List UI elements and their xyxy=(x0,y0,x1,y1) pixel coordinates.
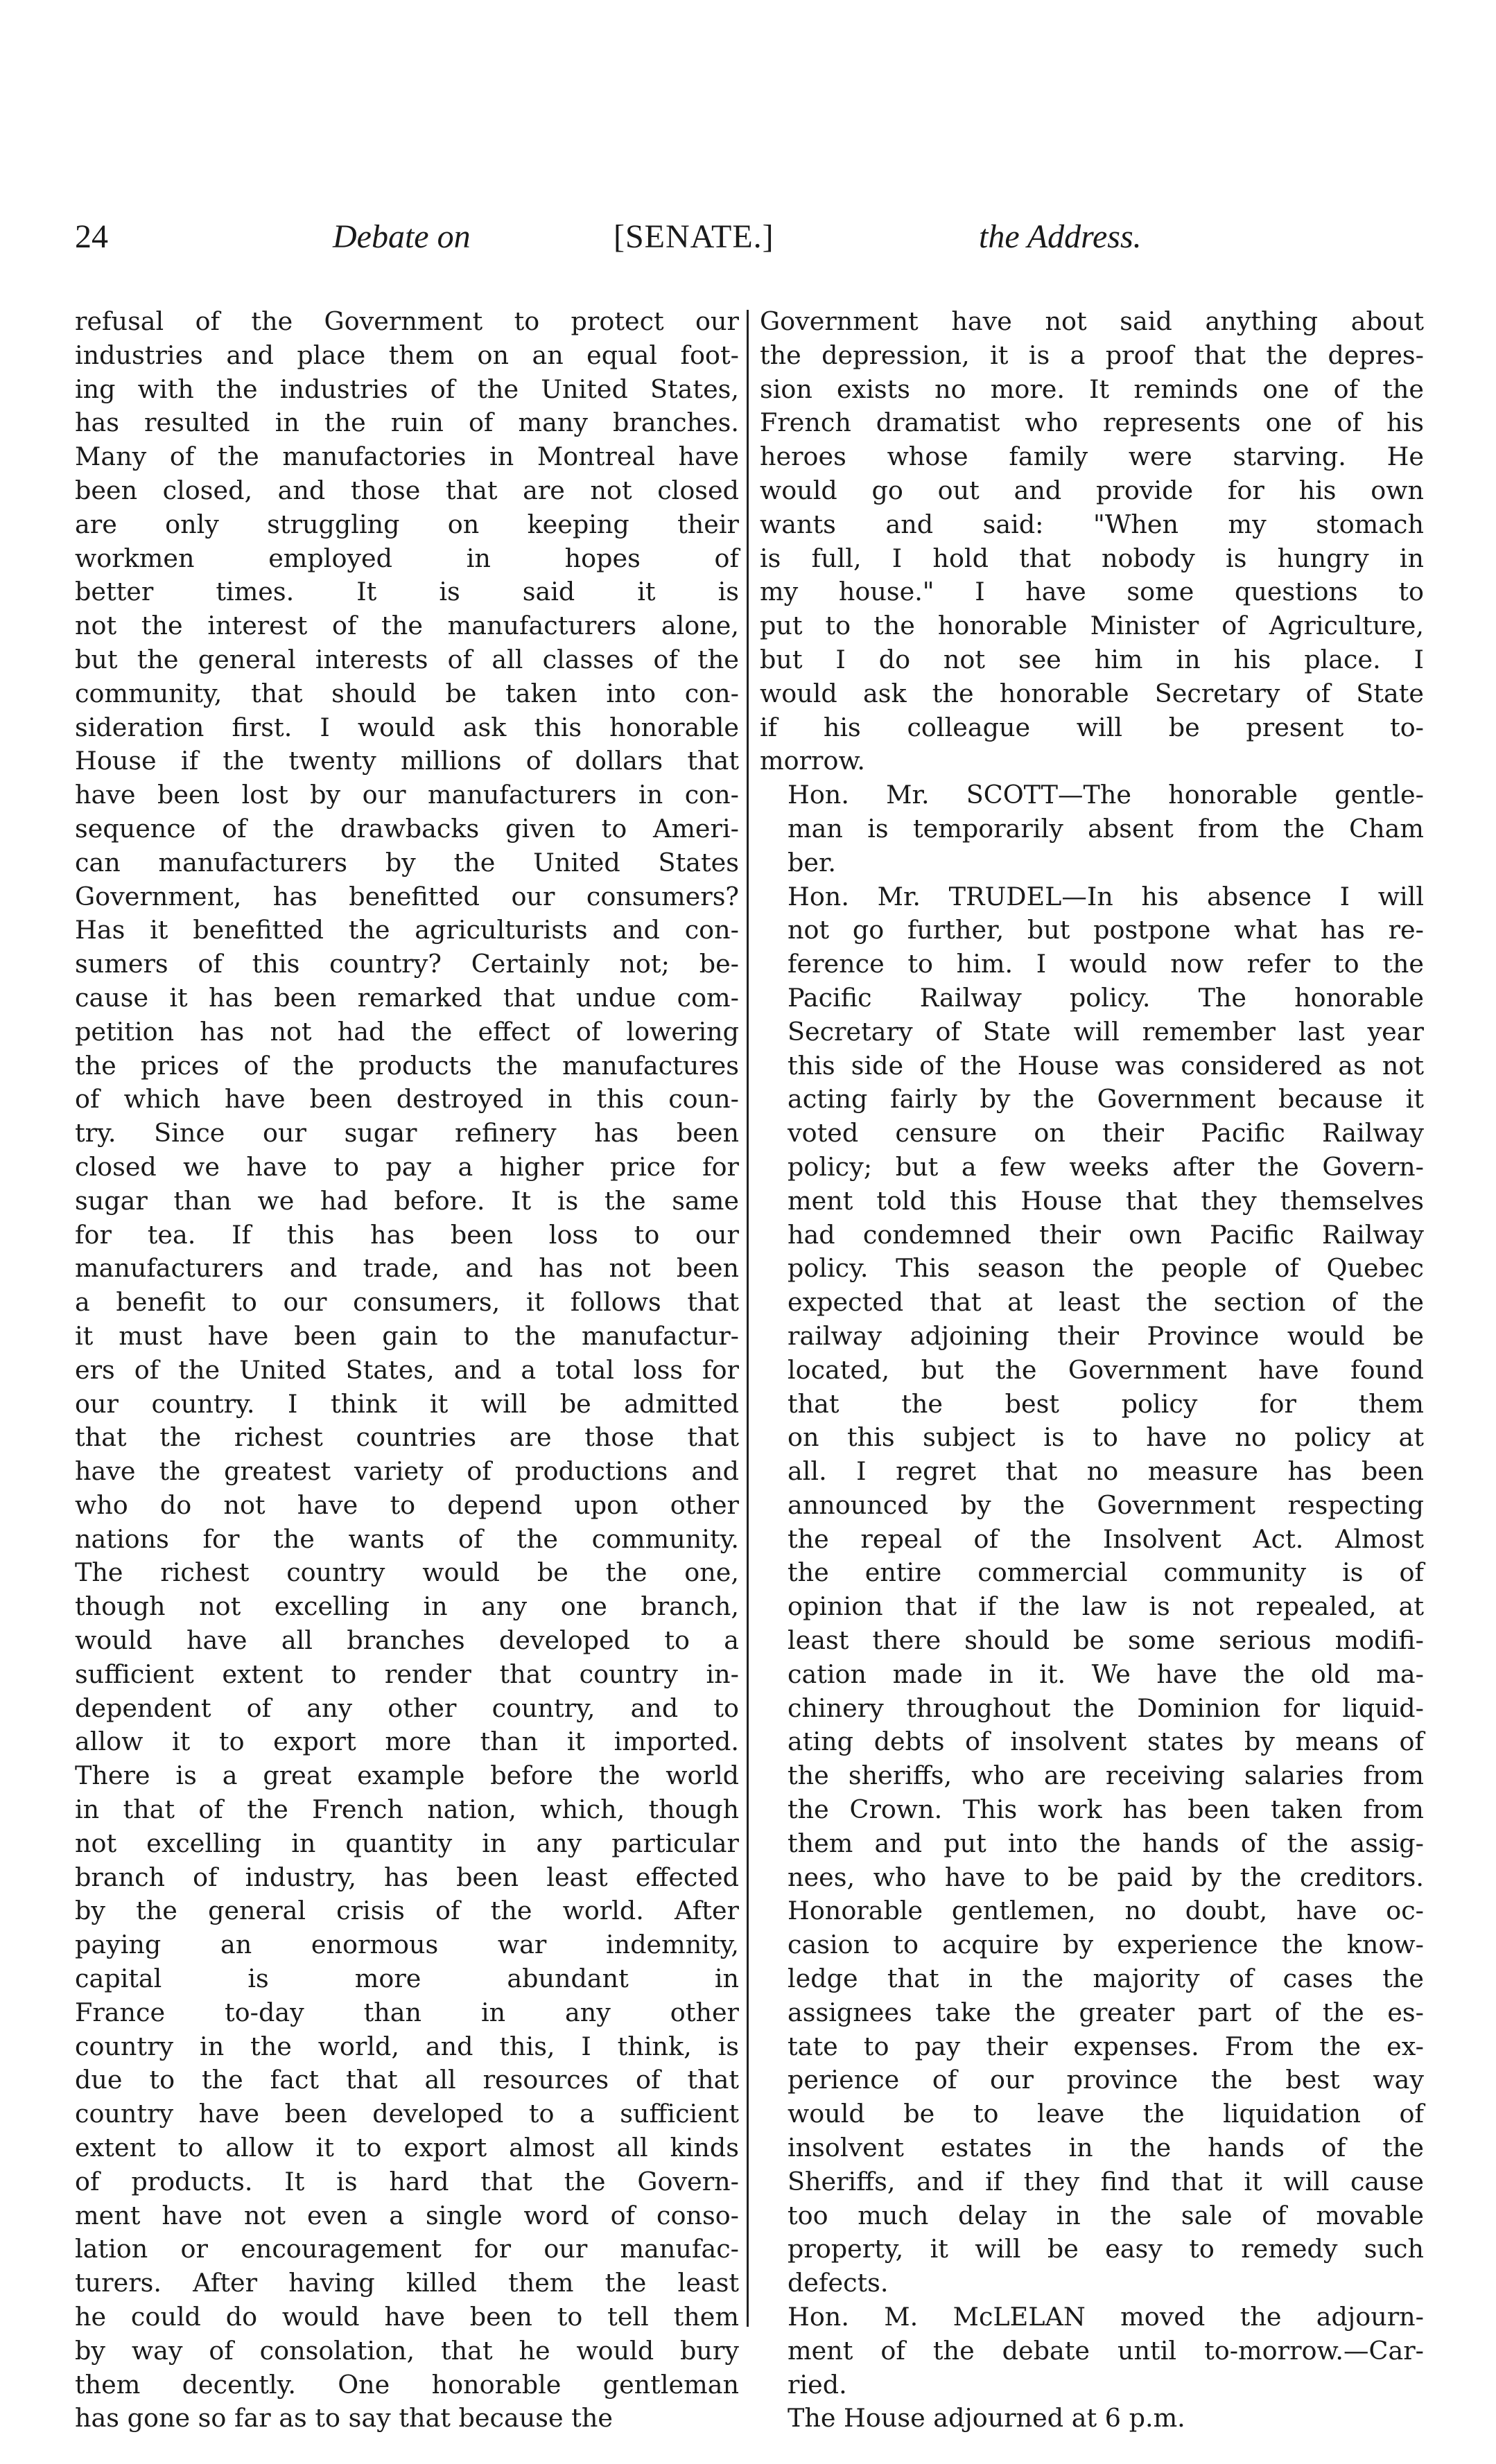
text-line: the sheriffs, who are receiving salaries from xyxy=(788,1760,1424,1791)
text-line: insolvent estates in the hands of the xyxy=(788,2133,1424,2163)
text-line: sumers of this country? Certainly not; be- xyxy=(75,949,739,979)
text-line: due to the fact that all resources of that xyxy=(75,2065,739,2095)
text-line: have the greatest variety of productions and xyxy=(75,1456,739,1487)
text-line: Has it benefitted the agriculturists and con- xyxy=(75,915,739,945)
text-line: better times. It is said it is xyxy=(75,577,739,607)
text-line: the repeal of the Insolvent Act. Almost xyxy=(788,1523,1424,1554)
header-chamber: [SENATE.] xyxy=(614,218,774,255)
text-line: has gone so far as to say that because the xyxy=(75,2403,613,2434)
text-line: sion exists no more. It reminds one of the xyxy=(760,374,1424,404)
text-line: by the general crisis of the world. After xyxy=(75,1896,739,1926)
text-line: assignees take the greater part of the es- xyxy=(788,1997,1424,2027)
text-line: community, that should be taken into con- xyxy=(75,678,739,708)
text-line: Hon. Mr. SCOTT—The honorable gentle- xyxy=(788,780,1424,810)
text-line: a benefit to our consumers, it follows that xyxy=(75,1287,739,1318)
text-line: cation made in it. We have the old ma- xyxy=(788,1659,1424,1689)
text-line: manufacturers and trade, and has not been xyxy=(75,1253,739,1284)
text-line: ment have not even a single word of conso- xyxy=(75,2200,739,2230)
text-line: it must have been gain to the manufactur- xyxy=(75,1320,739,1351)
text-line: of which have been destroyed in this coun- xyxy=(75,1084,739,1115)
column-divider xyxy=(747,310,749,2327)
text-line: would be to leave the liquidation of xyxy=(788,2099,1424,2129)
text-line: sideration first. I would ask this honorable xyxy=(75,712,739,742)
text-line: French dramatist who represents one of his xyxy=(760,408,1424,438)
text-line: my house." I have some questions to xyxy=(760,577,1424,607)
text-line: would go out and provide for his own xyxy=(760,475,1424,505)
text-line: France to-day than in any other xyxy=(75,1997,739,2027)
text-line: House if the twenty millions of dollars that xyxy=(75,746,739,776)
text-line: been closed, and those that are not closed xyxy=(75,475,739,505)
text-line: policy; but a few weeks after the Govern- xyxy=(788,1151,1424,1182)
text-line: on this subject is to have no policy at xyxy=(788,1422,1424,1453)
text-line: Secretary of State will remember last year xyxy=(788,1016,1424,1047)
text-line: country have been developed to a sufficient xyxy=(75,2099,739,2129)
text-line: acting fairly by the Government because it xyxy=(788,1084,1424,1115)
text-line: industries and place them on an equal foot- xyxy=(75,340,739,370)
text-line: chinery throughout the Dominion for liquid- xyxy=(788,1693,1424,1723)
text-line: expected that at least the section of the xyxy=(788,1287,1424,1318)
text-line: try. Since our sugar refinery has been xyxy=(75,1118,739,1148)
text-line: the depression, it is a proof that the depres- xyxy=(760,340,1424,370)
text-line: not the interest of the manufacturers alone, xyxy=(75,611,739,641)
text-line: lation or encouragement for our manufac- xyxy=(75,2234,739,2264)
text-line: not excelling in quantity in any particular xyxy=(75,1828,739,1858)
text-line: property, it will be easy to remedy such xyxy=(788,2234,1424,2264)
text-line: not go further, but postpone what has re- xyxy=(788,915,1424,945)
text-line: nees, who have to be paid by the creditors. xyxy=(788,1862,1424,1892)
page-number: 24 xyxy=(75,218,108,255)
text-line: Sheriffs, and if they find that it will cause xyxy=(788,2166,1424,2196)
text-line: branch of industry, has been least effected xyxy=(75,1862,739,1892)
text-line: morrow. xyxy=(760,746,865,776)
right-column-paragraph xyxy=(760,305,1424,778)
text-line: tate to pay their expenses. From the ex- xyxy=(788,2031,1424,2061)
text-line: had condemned their own Pacific Railway xyxy=(788,1219,1424,1250)
text-line: sufficient extent to render that country in- xyxy=(75,1659,739,1689)
left-column xyxy=(75,305,739,2436)
text-line: There is a great example before the world xyxy=(75,1760,739,1791)
text-line: too much delay in the sale of movable xyxy=(788,2200,1424,2230)
text-line: all. I regret that no measure has been xyxy=(788,1456,1424,1487)
text-line: put to the honorable Minister of Agriculture, xyxy=(760,611,1424,641)
text-line: is full, I hold that nobody is hungry in xyxy=(760,543,1424,573)
right-column-paragraph xyxy=(760,2402,1424,2436)
text-line: Government have not said anything about xyxy=(760,306,1424,336)
text-line: refusal of the Government to protect our xyxy=(75,306,739,336)
text-line: sugar than we had before. It is the same xyxy=(75,1185,739,1216)
text-line: would ask the honorable Secretary of State xyxy=(760,678,1424,708)
text-line: would have all branches developed to a xyxy=(75,1625,739,1656)
text-line: The House adjourned at 6 p.m. xyxy=(788,2403,1185,2434)
text-line: least there should be some serious modifi- xyxy=(788,1625,1424,1656)
text-line: railway adjoining their Province would be xyxy=(788,1320,1424,1351)
text-line: heroes whose family were starving. He xyxy=(760,442,1424,472)
header-right-title: the Address. xyxy=(979,218,1142,255)
text-line: ment of the debate until to-morrow.—Car- xyxy=(788,2335,1424,2366)
text-line: Many of the manufactories in Montreal have xyxy=(75,442,739,472)
text-line: this side of the House was considered as not xyxy=(788,1050,1424,1081)
text-line: perience of our province the best way xyxy=(788,2065,1424,2095)
text-line: ment told this House that they themselves xyxy=(788,1185,1424,1216)
text-line: workmen employed in hopes of xyxy=(75,543,739,573)
text-line: allow it to export more than it imported. xyxy=(75,1727,739,1757)
text-line: the entire commercial community is of xyxy=(788,1557,1424,1588)
text-line: ledge that in the majority of cases the xyxy=(788,1964,1424,1994)
text-line: petition has not had the effect of lowering xyxy=(75,1016,739,1047)
text-line: are only struggling on keeping their xyxy=(75,509,739,539)
text-line: sequence of the drawbacks given to Ameri- xyxy=(75,813,739,844)
right-column-paragraph xyxy=(760,778,1424,880)
text-line: though not excelling in any one branch, xyxy=(75,1591,739,1622)
text-line: ing with the industries of the United States, xyxy=(75,374,739,404)
running-header xyxy=(0,216,1496,265)
text-line: them and put into the hands of the assig- xyxy=(788,1828,1424,1858)
text-line: country in the world, and this, I think, is xyxy=(75,2031,739,2061)
text-line: paying an enormous war indemnity, xyxy=(75,1930,739,1960)
text-line: located, but the Government have found xyxy=(788,1354,1424,1385)
text-line: ers of the United States, and a total loss for xyxy=(75,1354,739,1385)
text-line: ber. xyxy=(788,847,837,877)
text-line: by way of consolation, that he would bury xyxy=(75,2335,739,2366)
text-line: dependent of any other country, and to xyxy=(75,1693,739,1723)
right-column-paragraph xyxy=(760,880,1424,2300)
text-line: nations for the wants of the community. xyxy=(75,1523,739,1554)
text-line: who do not have to depend upon other xyxy=(75,1489,739,1520)
left-column-paragraph xyxy=(75,305,739,2436)
text-line: ference to him. I would now refer to the xyxy=(788,949,1424,979)
text-line: policy. This season the people of Quebec xyxy=(788,1253,1424,1284)
text-line: he could do would have been to tell them xyxy=(75,2302,739,2332)
text-line: extent to allow it to export almost all kinds xyxy=(75,2133,739,2163)
text-line: if his colleague will be present to- xyxy=(760,712,1424,742)
text-line: that the best policy for them xyxy=(788,1388,1424,1419)
text-line: can manufacturers by the United States xyxy=(75,847,739,877)
text-line: have been lost by our manufacturers in con- xyxy=(75,780,739,810)
text-line: opinion that if the law is not repealed, at xyxy=(788,1591,1424,1622)
text-line: of products. It is hard that the Govern- xyxy=(75,2166,739,2196)
text-line: ried. xyxy=(788,2369,847,2400)
text-line: Hon. Mr. TRUDEL—In his absence I will xyxy=(788,881,1424,911)
text-line: wants and said: "When my stomach xyxy=(760,509,1424,539)
right-column-paragraph xyxy=(760,2300,1424,2402)
text-line: that the richest countries are those that xyxy=(75,1422,739,1453)
text-line: announced by the Government respecting xyxy=(788,1489,1424,1520)
text-line: them decently. One honorable gentleman xyxy=(75,2369,739,2400)
text-line: Hon. M. McLELAN moved the adjourn- xyxy=(788,2302,1424,2332)
text-line: for tea. If this has been loss to our xyxy=(75,1219,739,1250)
text-line: the Crown. This work has been taken from xyxy=(788,1794,1424,1825)
text-line: in that of the French nation, which, though xyxy=(75,1794,739,1825)
text-line: ating debts of insolvent states by means of xyxy=(788,1727,1424,1757)
text-line: has resulted in the ruin of many branches. xyxy=(75,408,739,438)
text-line: Government, has benefitted our consumers? xyxy=(75,881,739,911)
text-line: casion to acquire by experience the know- xyxy=(788,1930,1424,1960)
text-line: closed we have to pay a higher price for xyxy=(75,1151,739,1182)
text-line: Pacific Railway policy. The honorable xyxy=(788,982,1424,1013)
text-line: capital is more abundant in xyxy=(75,1964,739,1994)
text-line: man is temporarily absent from the Cham xyxy=(788,813,1424,844)
text-line: but I do not see him in his place. I xyxy=(760,644,1424,674)
right-column xyxy=(760,305,1424,2436)
text-line: voted censure on their Pacific Railway xyxy=(788,1118,1424,1148)
text-line: turers. After having killed them the least xyxy=(75,2268,739,2298)
text-line: The richest country would be the one, xyxy=(75,1557,739,1588)
text-line: Honorable gentlemen, no doubt, have oc- xyxy=(788,1896,1424,1926)
text-line: but the general interests of all classes of the xyxy=(75,644,739,674)
text-line: our country. I think it will be admitted xyxy=(75,1388,739,1419)
text-line: cause it has been remarked that undue com- xyxy=(75,982,739,1013)
header-left-title: Debate on xyxy=(333,218,471,255)
text-line: defects. xyxy=(788,2268,889,2298)
text-line: the prices of the products the manufactures xyxy=(75,1050,739,1081)
